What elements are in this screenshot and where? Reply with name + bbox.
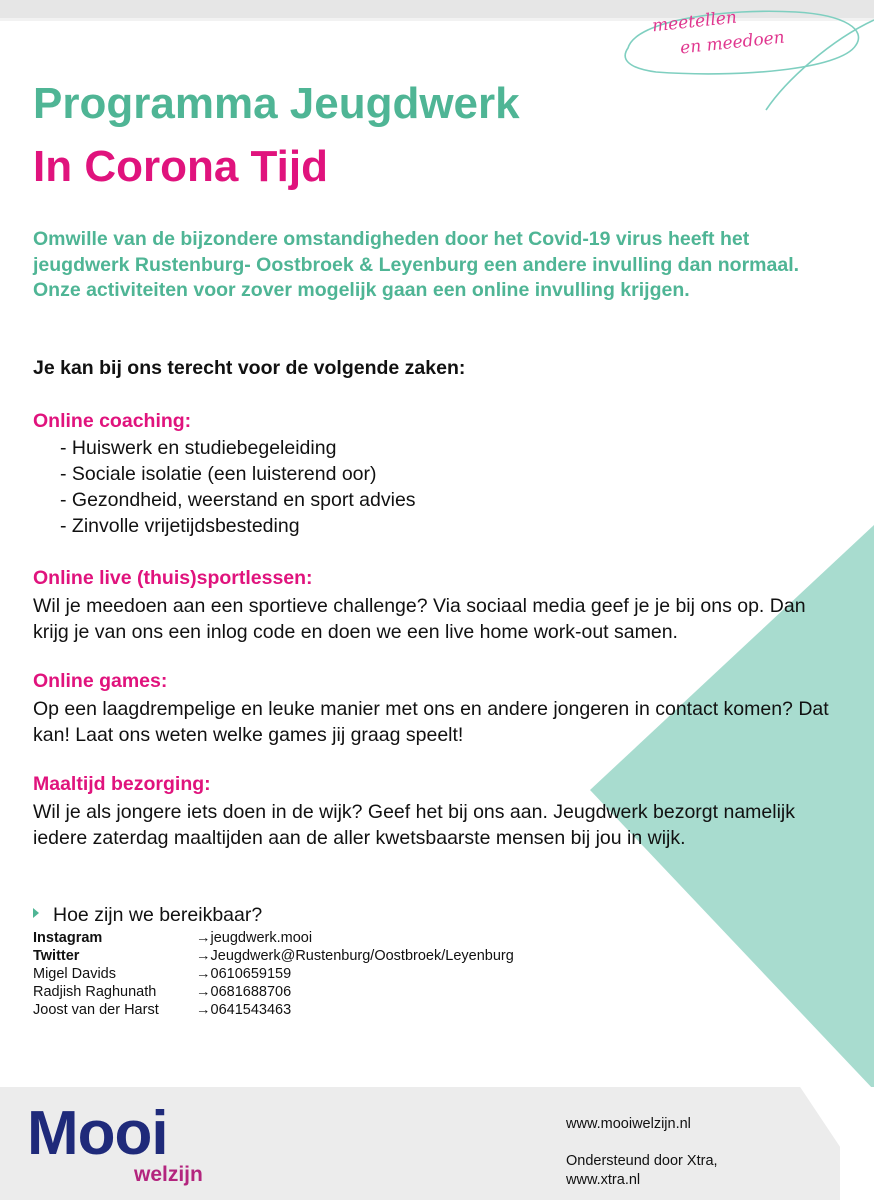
contact-table: [33, 929, 514, 1019]
list-item: - Sociale isolatie (een luisterend oor): [60, 461, 416, 487]
mooi-logo-text: Mooi: [27, 1099, 168, 1168]
meals-heading: Maaltijd bezorging:: [33, 773, 211, 795]
lead-sentence: Je kan bij ons terecht voor de volgende zaken:: [33, 357, 466, 379]
footer-corner-shape: [800, 1087, 874, 1200]
xtra-link[interactable]: www.xtra.nl: [566, 1172, 641, 1188]
table-row: [33, 947, 514, 965]
sport-heading: Online live (thuis)sportlessen:: [33, 567, 313, 589]
contact-heading: [33, 904, 262, 927]
contact-value: →Jeugdwerk@Rustenburg/Oostbroek/Leyenburg: [196, 948, 514, 964]
table-row: [33, 929, 514, 947]
contact-value: →0681688706: [196, 984, 292, 1000]
meals-text: Wil je als jongere iets doen in de wijk? Geef het bij ons aan. Jeugdwerk bezorgt namelijk iedere zaterdag maaltijden aan de aller kwetsbaarste mensen bij jou in wijk.: [33, 801, 795, 849]
website-link[interactable]: www.mooiwelzijn.nl: [566, 1116, 691, 1132]
contact-label: Migel Davids: [33, 966, 116, 982]
intro-paragraph: Omwille van de bijzondere omstandigheden door het Covid-19 virus heeft het jeugdwerk Rustenburg- Oostbroek & Leyenburg een andere invulling dan normaal. Onze activiteiten voor zover mogelijk gaan een online invulling krijgen.: [33, 228, 800, 301]
list-item: - Gezondheid, weerstand en sport advies: [60, 487, 416, 513]
contact-label: Instagram: [33, 930, 103, 946]
table-row: [33, 965, 514, 983]
table-row: [33, 983, 514, 1001]
welzijn-logo-text: welzijn: [134, 1163, 203, 1186]
page-title-line1: Programma Jeugdwerk: [33, 79, 520, 128]
contact-heading-text: Hoe zijn we bereikbaar?: [53, 904, 263, 926]
triangle-bullet-icon: [33, 908, 39, 918]
contact-value: →jeugdwerk.mooi: [196, 930, 313, 946]
games-heading: Online games:: [33, 670, 168, 692]
contact-label: Twitter: [33, 948, 80, 964]
contact-label: Radjish Raghunath: [33, 984, 157, 1000]
list-item: - Huiswerk en studiebegeleiding: [60, 435, 416, 461]
games-text: Op een laagdrempelige en leuke manier met ons en andere jongeren in contact komen? Dat kan! Laat ons weten welke games jij graag speelt!: [33, 698, 829, 746]
contact-value: →0641543463: [196, 1002, 292, 1018]
meetellen-logo-mark: [616, 0, 874, 115]
sport-text: Wil je meedoen aan een sportieve challenge? Via sociaal media geef je je bij ons op. Dan krijg je van ons een inlog code en doen we een live home work-out samen.: [33, 595, 806, 643]
list-item: - Zinvolle vrijetijdsbesteding: [60, 513, 416, 539]
support-text: Ondersteund door Xtra,: [566, 1153, 718, 1169]
contact-label: Joost van der Harst: [33, 1002, 159, 1018]
contact-value: →0610659159: [196, 966, 292, 982]
logo-mark-line2: en meedoen: [679, 27, 786, 59]
logo-mark-line1: meetellen: [651, 7, 738, 37]
coaching-list: [60, 435, 416, 539]
coaching-heading: Online coaching:: [33, 410, 192, 432]
page-title-line2: In Corona Tijd: [33, 142, 328, 191]
table-row: [33, 1001, 514, 1019]
